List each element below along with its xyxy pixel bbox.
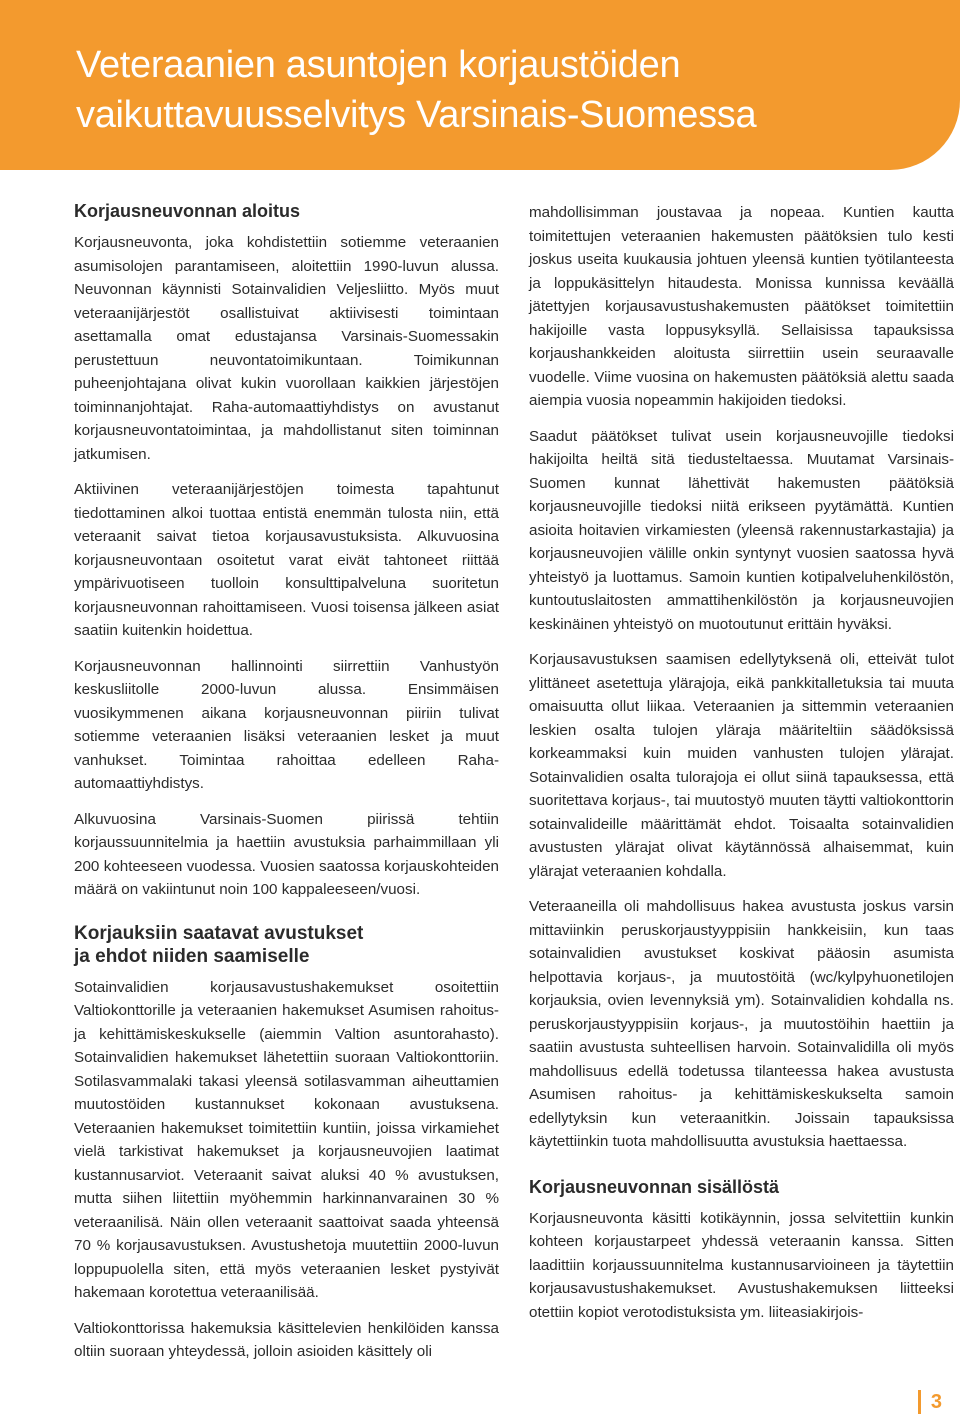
paragraph: Saadut päätökset tulivat usein korjausneuvojille tiedoksi hakijoilta heiltä sitä tiedusteltaessa. Muutamat Varsinais-Suomen kunnat lähettivät hakemusten päätöksiä korjausneuvojille tiedoksi niitä erikseen pyytämättä. Kuntien asioita hoitavien virkamiesten (yleensä rakennustarkastajia) ja korjausneuvojien välille onkin syntynyt vuosien saatossa hyvä yhteistyö ja luottamus. Samoin kuntien kotipalveluhenkilöstön, kuntoutuslaitosten ammattihenkilöstön ja korjausneuvojien keskinäinen yhteistyö on muotoutunut erittäin hyväksi. [529,427,954,633]
paragraph: Veteraaneilla oli mahdollisuus hakea avustusta joskus varsin mittaviinkin peruskorjaustyyppisiin hankkeisiin, kun taas sotainvalidien avustukset koskivat pääosin asumista helpottavia korjaus-, ja muutostöitä (wc/kylpyhuonetilojen korjauksia, ovien levennyksiä ym). Sotainvalidien kohdalla ns. peruskorjaustyyppisiin korjaus-, ja muutostöihin haettiin ja saatiin avustusta suhteellisen harvoin. Sotainvalidilla oli myös mahdollisuus edellä todetussa tilanteessa hakea avustusta Asumisen rahoitus- ja kehittämiskeskukselta samoin edellytyksin kun veteraanitkin. Joissain tapauksissa käytettiinkin tuota mahdollisuutta avustuksia haettaessa. [529,898,954,1150]
heading-line-2: ja ehdot niiden saamiselle [74,945,310,967]
section-heading-aloitus: Korjausneuvonnan aloitus [74,201,301,221]
page-title-line-1: Veteraanien asuntojen korjaustöiden [76,44,681,86]
section-heading-sisallosta: Korjausneuvonnan sisällöstä [529,1176,780,1197]
paragraph: Korjausneuvonta käsitti kotikäynnin, jossa selvitettiin kunkin kohteen korjaustarpeet yhdessä veteraanin kanssa. Sitten laadittiin korjaussuunnitelma kustannusarvioineen ja täytettiin korjausavustushakemukset. Avustushakemuksen liitteeksi otettiin kopiot verotodistuksista ym. liiteasiakirjois- [529,1209,954,1321]
page-title [76,40,756,140]
paragraph: mahdollisimman joustavaa ja nopeaa. Kuntien kautta toimitettujen veteraanien hakemusten päätöksien tulo kesti joskus useita kuukausia johtuen yleensä kuntien työtilanteesta ja loppukäsittelyn hitaudesta. Monissa kunnissa keväällä jätettyjen korjausavustushakemusten päätökset toimitettiin hakijoille vasta loppusyksyllä. Sellaisissa tapauksissa korjaushankkeiden aloitusta siirrettiin usein seuraavalle vuodelle. Viime vuosina on hakemusten päätöksiä alettu saada aiempia vuosia nopeammin hakijoiden tiedoksi. [529,204,954,409]
paragraph: Alkuvuosina Varsinais-Suomen piirissä tehtiin korjaussuunnitelmia ja haettiin avustuksia parhaimmillaan yli 200 kohteeseen vuodessa. Vuosien saatossa korjauskohteiden määrä on vakiintunut noin 100 kappaleeseen/vuosi. [74,810,499,898]
paragraph: Sotainvalidien korjausavustushakemukset osoitettiin Valtiokonttorille ja veteraanien hakemukset Asumisen rahoitus- ja kehittämiskeskukselle (aiemmin Valtion asuntorahasto). Sotainvalidien hakemukset lähetettiin suoraan Valtiokonttoriin. Sotilasvammalaki takasi yleensä sotilasvamman aiheuttamien muutostöiden kustannukset kokonaan avustuksena. Veteraanien hakemukset toimitettiin kuntiin, joissa virkamiehet vielä tarkistivat hakemukset ja korjausneuvojien laatimat kustannusarviot. Veteraanit saivat aluksi 40 % avustuksen, mutta siihen liitettiin myöhemmin harkinnanvarainen 30 % veteraanilisä. Näin ollen veteraanit saattoivat saada yhteensä 70 % korjausavustuksen. Avustushetoja muutettiin 2000-luvun loppupuolella siten, että myös veteraanien lesket pystyivät hakemaan korotettua veteraanilisää. [74,978,499,1301]
paragraph: Korjausneuvonnan hallinnointi siirrettiin Vanhustyön keskusliitolle 2000-luvun alussa. Ensimmäisen vuosikymmenen aikana korjausneuvonnan piiriin tulivat sotiemme veteraanien lisäksi veteraanien lesket ja muut vanhukset. Toimintaa rahoittaa edelleen Raha-automaattiyhdistys. [74,657,499,792]
right-column [529,201,954,1336]
paragraph: Korjausavustuksen saamisen edellytyksenä oli, etteivät tulot ylittäneet asetettuja ylärajoja, eikä pankkitalletuksia tai muuta omaisuutta ollut liikaa. Veteraanien ja sittemmin veteraanien leskien osalta tulojen yläraja määriteltiin säädöksissä korkeammaksi kuin muiden vanhusten tulojen ylärajat. Sotainvalidien osalta tulorajoja ei ollut siinä tapauksessa, että suoritettava korjaus-, tai muutostyö muuten täytti valtiokonttorin sotainvalideille määrittämät ehdot. Toisaalta sotainvalidien avustusten ylärajat olivat käytännössä alhaisemmat, kuin ylärajat veteraanien kohdalla. [529,651,954,880]
paragraph: Korjausneuvonta, joka kohdistettiin sotiemme veteraanien asumisolojen parantamiseen, aloitettiin 1990-luvun alussa. Neuvonnan käynnisti Sotainvalidien Veljesliitto. Myös muut veteraanijärjestöt osallistuivat aktiivisesti toimintaan asettamalla omat edustajansa Varsinais-Suomessakin perustettuun neuvontatoimikuntaan. Toimikunnan puheenjohtajana olivat kukin vuorollaan kaikkien järjestöjen toiminnanjohtajat. Raha-automaattiyhdistys on avustanut korjausneuvontatoimintaa, ja mahdollistanut siten toiminnan jatkumisen. [74,234,499,463]
paragraph: Valtiokonttorissa hakemuksia käsittelevien henkilöiden kanssa oltiin suoraan yhteydessä, jolloin asioiden käsittely oli [74,1319,499,1360]
header-banner [0,0,960,170]
left-column [74,200,499,1376]
heading-line-1: Korjauksiin saatavat avustukset [74,922,364,944]
paragraph: Aktiivinen veteraanijärjestöjen toimesta tapahtunut tiedottaminen alkoi tuottaa entistä enemmän tulosta niin, että veteraanit saivat tietoa korjausavustuksista. Alkuvuosina korjausneuvontaan osoitetut varat eivät tahtoneet riittää ympärivuotiseen tuolloin konsulttipalveluna suoritetun korjausneuvonnan rahoittamiseen. Vuosi toisensa jälkeen asiat saatiin kuitenkin hoidettua. [74,481,499,639]
page-title-line-2: vaikuttavuusselvitys Varsinais-Suomessa [76,94,757,136]
section-heading-avustukset [74,922,499,968]
page-number: 3 [918,1390,942,1414]
